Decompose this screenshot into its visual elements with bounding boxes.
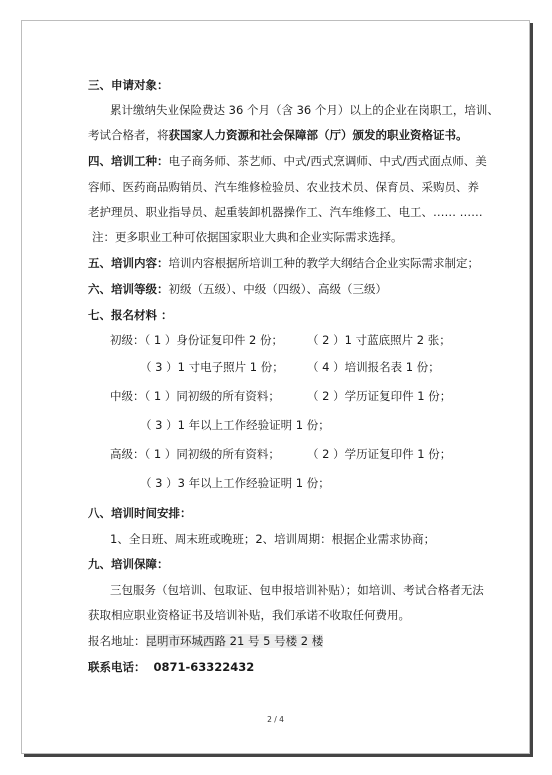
section-4-line-2: 容师、医药商品购销员、汽车维修检验员、农业技术员、保育员、采购员、养: [88, 180, 479, 194]
junior-material-1: 初级：（ 1 ）身份证复印件 2 份；: [110, 333, 284, 347]
certificate-emphasis: 获国家人力资源和社会保障部（厅）颁发的职业资格证书。: [168, 128, 468, 142]
section-6: [88, 281, 387, 297]
senior-material-1: 高级：（ 1 ）同初级的所有资料；: [110, 447, 280, 461]
junior-material-3: （ 3 ）1 寸电子照片 1 份；: [140, 360, 284, 374]
section-9-heading: 九、培训保障：: [88, 557, 169, 571]
section-6-text: 初级（五级）、中级（四级）、高级（三级）: [168, 282, 387, 296]
mid-material-3: （ 3 ）1 年以上工作经验证明 1 份；: [140, 418, 330, 432]
address-row: [88, 633, 323, 649]
phone-value: 0871-63322432: [153, 660, 255, 674]
section-3-text-part: 考试合格者，将: [88, 128, 169, 142]
mid-material-1: 中级：（ 1 ）同初级的所有资料；: [110, 389, 280, 403]
section-4-heading: 四、培训工种：: [88, 154, 169, 168]
document-page: [21, 20, 530, 754]
address-value: 昆明市环城西路 21 号 5 号楼 2 楼: [145, 634, 324, 648]
section-5: [88, 255, 479, 271]
section-3-text-cont: [88, 127, 468, 143]
section-9-text-cont: 获取相应职业资格证书及培训补贴，我们承诺不收取任何费用。: [88, 608, 410, 622]
phone-row: [88, 659, 254, 675]
junior-material-4: （ 4 ）培训报名表 1 份；: [307, 360, 440, 374]
phone-label: 联系电话：: [88, 660, 146, 674]
section-4-text: 电子商务师、茶艺师、中式/西式烹调师、中式/西式面点师、美: [168, 154, 487, 168]
junior-material-2: （ 2 ）1 寸蓝底照片 2 张；: [307, 333, 451, 347]
section-6-heading: 六、培训等级：: [88, 282, 169, 296]
section-4-note: 注：更多职业工种可依据国家职业大典和企业实际需求选择。: [92, 230, 403, 244]
section-5-heading: 五、培训内容：: [88, 256, 169, 270]
mid-material-2: （ 2 ）学历证复印件 1 份；: [307, 389, 452, 403]
section-7-heading: 七、报名材料 ：: [88, 308, 173, 322]
page-number: 2 / 4: [267, 715, 284, 724]
section-8-heading: 八、培训时间安排：: [88, 506, 192, 520]
section-4-line-1: [88, 153, 487, 169]
section-5-text: 培训内容根据所培训工种的教学大纲结合企业实际需求制定；: [168, 256, 479, 270]
address-label: 报名地址：: [88, 634, 146, 648]
senior-material-3: （ 3 ）3 年以上工作经验证明 1 份；: [140, 476, 330, 490]
senior-material-2: （ 2 ）学历证复印件 1 份；: [307, 447, 452, 461]
section-3-text: 累计缴纳失业保险费达 36 个月（含 36 个月）以上的企业在岗职工，培训、: [110, 103, 499, 117]
section-3-heading: 三、申请对象：: [88, 78, 169, 92]
section-4-line-3: 老护理员、职业指导员、起重装卸机器操作工、汽车维修工、电工、…… ……: [88, 205, 483, 219]
section-9-text: 三包服务（包培训、包取证、包申报培训补贴）；如培训、考试合格者无法: [110, 583, 484, 597]
section-8-text: 1、全日班、周末班或晚班；2、培训周期：根据企业需求协商；: [110, 532, 436, 546]
